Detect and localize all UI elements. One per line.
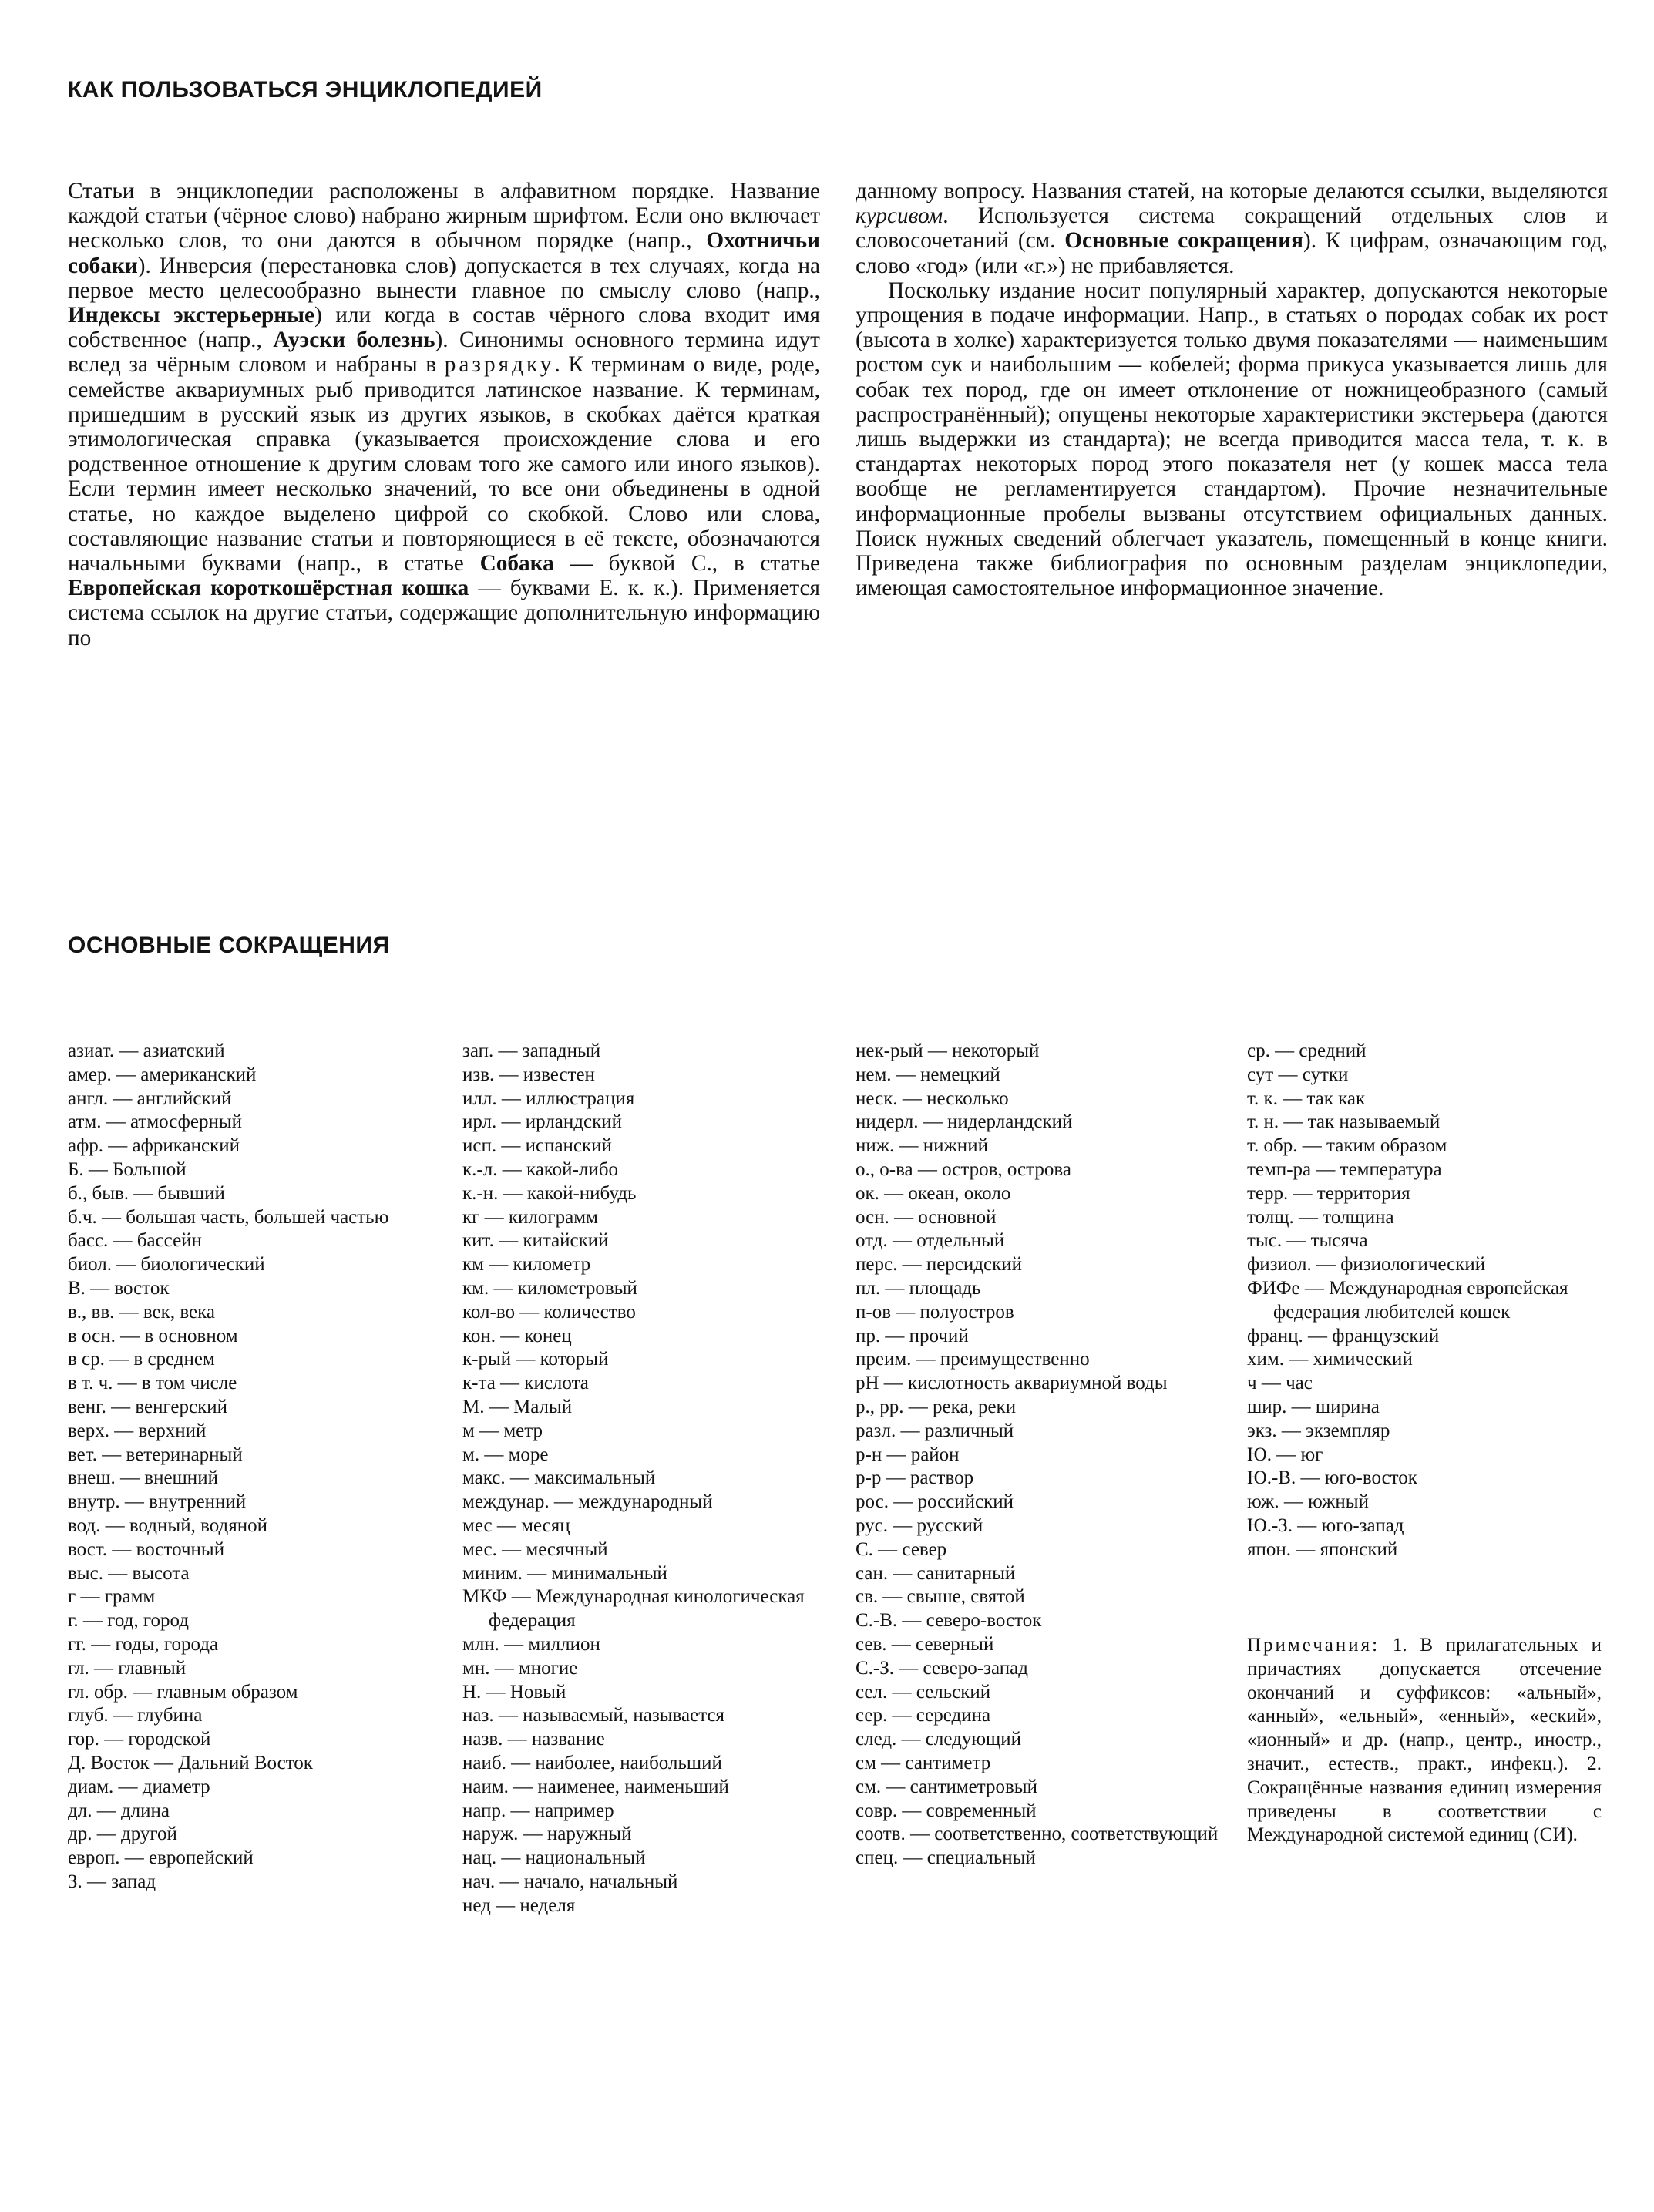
- abbreviation-entry: гл. — главный: [68, 1657, 187, 1679]
- abbreviation-entry: внеш. — внешний: [68, 1467, 218, 1489]
- abbreviation-entry: верх. — верхний: [68, 1420, 207, 1441]
- abbreviation-entry: ср. — средний: [1247, 1040, 1367, 1061]
- abbreviation-entry: С.-В. — северо-восток: [856, 1610, 1042, 1632]
- abbreviation-entry: в т. ч. — в том числе: [68, 1373, 237, 1394]
- abbreviation-entry: м — метр: [462, 1420, 543, 1441]
- abbreviation-entry: б., быв. — бывший: [68, 1182, 225, 1204]
- abbreviation-entry: неск. — несколько: [856, 1088, 1009, 1109]
- abbreviation-entry: наиб. — наиболее, наибольший: [462, 1752, 722, 1773]
- abbreviation-entry: Ю. — юг: [1247, 1444, 1323, 1465]
- intro-text: . К терминам о виде, роде, семействе аквариумных рыб приводится латинское название. К терминам, пришедшим в русский язык из других языков, в скобках даётся краткая этимологическая справка (указывается происхождение слова и его родственное отношение к другим словам того же самого или иного языков). Если термин имеет несколько значений, то все они объединены в одной статье, но каждое выделено цифрой со скобкой. Слово или слова, составляющие название статьи и повторяющиеся в её тексте, обозначаются начальными буквами (напр., в статье: [68, 352, 820, 577]
- intro-text: данному вопросу. Названия статей, на которые делаются ссылки, выделяются: [856, 179, 1608, 203]
- abbreviation-entry: диам. — диаметр: [68, 1776, 210, 1797]
- abbreviation-entry: Ю.-З. — юго-запад: [1247, 1514, 1404, 1536]
- abbreviation-entry: Д. Восток — Дальний Восток: [68, 1752, 313, 1773]
- abbreviation-entry: сут — сутки: [1247, 1064, 1349, 1085]
- abbreviation-entry: нац. — национальный: [462, 1847, 646, 1869]
- abbreviation-entry: амер. — американский: [68, 1064, 257, 1085]
- intro-text: ). Инверсия (перестановка слов) допускается в тех случаях, когда на первое место целесообразно вынести главное по смыслу слово (напр.,: [68, 253, 820, 303]
- bold-term: Основные сокращения: [1064, 228, 1304, 254]
- abbreviation-entry: афр. — африканский: [68, 1135, 240, 1157]
- abbreviation-entry: макс. — максимальный: [462, 1467, 656, 1489]
- intro-text: ). Синонимы основного термина идут вслед за чёрным словом и набраны в: [68, 328, 820, 378]
- abbreviation-entry: соотв. — соответственно, соответствующий: [856, 1824, 1219, 1845]
- abbreviation-entry: нек-рый — некоторый: [856, 1040, 1040, 1061]
- abbreviation-entry: вост. — восточный: [68, 1538, 225, 1560]
- abbreviation-entry: спец. — специальный: [856, 1847, 1036, 1869]
- bold-term: Охотничьи собаки: [68, 228, 820, 278]
- abbreviation-entry: см — сантиметр: [856, 1752, 991, 1773]
- abbreviation-entry: кол-во — количество: [462, 1301, 636, 1323]
- abbreviation-entry: сер. — середина: [856, 1705, 991, 1726]
- abbreviation-entry: зап. — западный: [462, 1040, 601, 1061]
- abbreviation-entry: С. — север: [856, 1538, 947, 1560]
- abbreviation-entry: в осн. — в основном: [68, 1325, 238, 1346]
- abbreviation-entry: совр. — современный: [856, 1800, 1037, 1821]
- abbreviation-entry: исп. — испанский: [462, 1135, 612, 1157]
- bold-term: Индексы экстерьерные: [68, 303, 315, 328]
- abbreviation-entry: гор. — городской: [68, 1729, 211, 1750]
- abbreviation-entry: р-н — район: [856, 1444, 960, 1465]
- abbreviation-entry: глуб. — глубина: [68, 1705, 203, 1726]
- abbreviation-entry: рос. — российский: [856, 1491, 1014, 1513]
- abbreviation-entry: преим. — преимущественно: [856, 1349, 1090, 1370]
- abbreviation-entry: кит. — китайский: [462, 1230, 609, 1252]
- abbreviation-entry: м. — море: [462, 1444, 549, 1465]
- abbreviation-entry: англ. — английский: [68, 1088, 232, 1109]
- abbreviation-entry: ирл. — ирландский: [462, 1111, 622, 1133]
- abbreviation-entry: сан. — санитарный: [856, 1562, 1016, 1584]
- section-title-abbreviations: ОСНОВНЫЕ СОКРАЩЕНИЯ: [68, 933, 390, 958]
- abbreviation-entry: гл. обр. — главным образом: [68, 1681, 298, 1703]
- abbreviation-entry: вод. — водный, водяной: [68, 1514, 267, 1536]
- abbreviation-column-1: [68, 1040, 413, 1894]
- abbreviation-entry: назв. — название: [462, 1729, 605, 1750]
- abbreviation-entry: нидерл. — нидерландский: [856, 1111, 1073, 1133]
- bold-term: Собака: [479, 551, 554, 577]
- abbreviation-entry: т. к. — так как: [1247, 1088, 1366, 1109]
- abbreviation-entry: наруж. — наружный: [462, 1824, 632, 1845]
- abbreviation-entry: см. — сантиметровый: [856, 1776, 1037, 1797]
- abbreviation-entry: к-рый — который: [462, 1349, 609, 1370]
- abbreviation-entry: перс. — персидский: [856, 1254, 1022, 1276]
- intro-column-1: [68, 179, 820, 650]
- abbreviation-entry: экз. — экземпляр: [1247, 1420, 1390, 1441]
- abbreviation-entry: физиол. — физиологический: [1247, 1254, 1486, 1276]
- abbreviation-entry: биол. — биологический: [68, 1254, 265, 1276]
- section-title-how-to-use: КАК ПОЛЬЗОВАТЬСЯ ЭНЦИКЛОПЕДИЕЙ: [68, 77, 543, 103]
- abbreviation-entry: мн. — многие: [462, 1657, 578, 1679]
- abbreviation-entry: кг — килограмм: [462, 1206, 598, 1228]
- abbreviation-entry: тыс. — тысяча: [1247, 1230, 1368, 1252]
- abbreviation-entry: млн. — миллион: [462, 1633, 600, 1655]
- abbreviation-entry: междунар. — международный: [462, 1491, 713, 1513]
- abbreviation-entry: км. — километровый: [462, 1277, 637, 1299]
- abbreviation-entry: км — километр: [462, 1254, 591, 1276]
- abbreviation-entry: хим. — химический: [1247, 1349, 1413, 1370]
- abbreviation-entry: т. обр. — таким образом: [1247, 1135, 1447, 1157]
- abbreviation-entry: М. — Малый: [462, 1396, 573, 1417]
- abbreviation-entry: миним. — минимальный: [462, 1562, 667, 1584]
- abbreviation-entry: пр. — прочий: [856, 1325, 969, 1346]
- abbreviation-entry: азиат. — азиатский: [68, 1040, 225, 1061]
- abbreviation-entry: япон. — японский: [1247, 1538, 1398, 1560]
- abbreviation-entry: г — грамм: [68, 1586, 156, 1608]
- abbreviation-entry: нем. — немецкий: [856, 1064, 1000, 1085]
- abbreviation-column-3: [856, 1040, 1225, 1871]
- abbreviation-entry: ниж. — нижний: [856, 1135, 988, 1157]
- abbreviation-entry: вет. — ветеринарный: [68, 1444, 243, 1465]
- abbreviation-entry: т. н. — так называемый: [1247, 1111, 1441, 1133]
- abbreviation-entry: св. — свыше, святой: [856, 1586, 1025, 1608]
- abbreviation-entry: Н. — Новый: [462, 1681, 566, 1703]
- abbreviation-entry: наз. — называемый, называется: [462, 1705, 725, 1726]
- abbreviation-entry: Ю.-В. — юго-восток: [1247, 1467, 1417, 1489]
- abbreviation-entry: к.-н. — какой-нибудь: [462, 1182, 637, 1204]
- intro-paragraph-2: Поскольку издание носит популярный характер, допускаются некоторые упрощения в подаче информации. Напр., в статьях о породах собак их рост (высота в холке) характеризуется только двумя показателями — наименьшим ростом сук и наибольшим — кобелей; форма прикуса указывается лишь для собак тех пород, где он имеет отклонение от ножницеобразного (самый распространённый); опущены некоторые характеристики экстерьера (даются лишь выдержки из стандарта); не всегда приводится масса тела, т. к. в стандартах некоторых пород этого показателя нет (у кошек масса тела вообще не регламентируется стандартом). Прочие незначительные информационные пробелы вызваны отсутствием официальных данных. Поиск нужных сведений облегчает указатель, помещенный в конце книги. Приведена также библиография по основным разделам энциклопедии, имеющая самостоятельное информационное значение.: [856, 277, 1608, 601]
- intro-paragraph-1: [68, 179, 820, 650]
- abbreviation-entry: pH — кислотность аквариумной воды: [856, 1373, 1168, 1394]
- abbreviation-entry: напр. — например: [462, 1800, 614, 1821]
- abbreviation-entry: внутр. — внутренний: [68, 1491, 247, 1513]
- abbreviation-entry: наим. — наименее, наименьший: [462, 1776, 729, 1797]
- notes-paragraph: [1247, 1634, 1602, 1847]
- abbreviation-entry: терр. — территория: [1247, 1182, 1410, 1204]
- abbreviation-entry: сел. — сельский: [856, 1681, 991, 1703]
- abbreviation-entry: выс. — высота: [68, 1562, 190, 1584]
- abbreviation-entry: кон. — конец: [462, 1325, 572, 1346]
- abbreviation-entry: рус. — русский: [856, 1514, 983, 1536]
- abbreviation-entry: отд. — отдельный: [856, 1230, 1005, 1252]
- abbreviation-entry: сев. — северный: [856, 1633, 994, 1655]
- abbreviation-entry: нед — неделя: [462, 1894, 576, 1916]
- abbreviation-entry: венг. — венгерский: [68, 1396, 227, 1417]
- abbreviation-entry: европ. — европейский: [68, 1847, 254, 1869]
- intro-text: — буквой С., в статье: [553, 551, 821, 577]
- abbreviation-entry: илл. — иллюстрация: [462, 1088, 635, 1109]
- abbreviation-entry: разл. — различный: [856, 1420, 1014, 1441]
- abbreviation-entry: дл. — длина: [68, 1800, 170, 1821]
- abbreviation-entry: в ср. — в среднем: [68, 1349, 215, 1370]
- abbreviation-column-4: [1247, 1040, 1605, 1562]
- abbreviation-entry: др. — другой: [68, 1824, 177, 1845]
- abbreviation-entry: о., о-ва — остров, острова: [856, 1158, 1071, 1180]
- abbreviation-entry: МКФ — Международная кинологическая федерация: [462, 1586, 805, 1632]
- intro-column-2: [856, 179, 1608, 600]
- intro-text: ) или когда в состав чёрного слова входит имя собственное (напр.,: [68, 303, 820, 353]
- intro-text: ). К цифрам, означающим год, слово «год» (или «г.») не прибавляется.: [856, 228, 1608, 278]
- abbreviation-entry: г. — год, город: [68, 1610, 189, 1632]
- intro-text: Статьи в энциклопедии расположены в алфавитном порядке. Название каждой статьи (чёрное слово) набрано жирным шрифтом. Если оно включает несколько слов, то они даются в обычном порядке (напр.,: [68, 179, 820, 254]
- abbreviation-entry: к.-л. — какой-либо: [462, 1158, 618, 1180]
- abbreviation-entry: в., вв. — век, века: [68, 1301, 215, 1323]
- abbreviation-entry: п-ов — полуостров: [856, 1301, 1014, 1323]
- intro-text: . Используется система сокращений отдельных слов и словосочетаний (см.: [856, 203, 1608, 254]
- abbreviation-entry: темп-ра — температура: [1247, 1158, 1442, 1180]
- abbreviation-entry: толщ. — толщина: [1247, 1206, 1394, 1228]
- intro-text: — буквами Е. к. к.). Применяется система ссылок на другие статьи, содержащие дополнительную информацию по: [68, 576, 820, 650]
- notes-label: Примечания:: [1247, 1635, 1380, 1656]
- abbreviation-entry: к-та — кислота: [462, 1373, 589, 1394]
- abbreviation-entry: мес — месяц: [462, 1514, 570, 1536]
- abbreviation-entry: шир. — ширина: [1247, 1396, 1380, 1417]
- abbreviation-entry: З. — запад: [68, 1871, 156, 1892]
- abbreviation-entry: б.ч. — большая часть, большей частью: [68, 1206, 389, 1228]
- abbreviation-entry: Б. — Большой: [68, 1158, 187, 1180]
- abbreviation-entry: пл. — площадь: [856, 1277, 981, 1299]
- abbreviation-entry: ФИФе — Международная европейская федерация любителей кошек: [1247, 1277, 1568, 1323]
- abbreviation-entry: басс. — бассейн: [68, 1230, 202, 1252]
- bold-term: Ауэски болезнь: [273, 328, 435, 353]
- abbreviation-entry: С.-З. — северо-запад: [856, 1657, 1028, 1679]
- abbreviation-entry: р., рр. — река, реки: [856, 1396, 1017, 1417]
- italic-term: курсивом: [856, 203, 943, 229]
- spaced-word: разрядку: [444, 352, 555, 378]
- abbreviation-entry: франц. — французский: [1247, 1325, 1440, 1346]
- abbreviation-entry: осн. — основной: [856, 1206, 997, 1228]
- bold-term: Европейская короткошёрстная кошка: [68, 576, 469, 601]
- abbreviation-entry: ок. — океан, около: [856, 1182, 1011, 1204]
- abbreviation-column-2: [462, 1040, 832, 1918]
- intro-paragraph-1-continued: [856, 179, 1608, 278]
- abbreviation-entry: мес. — месячный: [462, 1538, 608, 1560]
- abbreviation-entry: нач. — начало, начальный: [462, 1871, 678, 1892]
- abbreviation-entry: изв. — известен: [462, 1064, 595, 1085]
- abbreviation-entry: юж. — южный: [1247, 1491, 1369, 1513]
- abbreviation-entry: атм. — атмосферный: [68, 1111, 243, 1133]
- abbreviation-entry: ч — час: [1247, 1373, 1313, 1394]
- abbreviation-entry: след. — следующий: [856, 1729, 1022, 1750]
- abbreviation-entry: В. — восток: [68, 1277, 170, 1299]
- notes-text: 1. В прилагательных и причастиях допускается отсечение окончаний и суффиксов: «альный», «анный», «ельный», «енный», «еский», «ионный» и др. (напр., центр., иностр., значит., естеств., практ., инфекц.). 2. Сокращённые названия единиц измерения приведены в соответствии с Международной системой единиц (СИ).: [1247, 1635, 1602, 1846]
- abbreviation-entry: р-р — раствор: [856, 1467, 974, 1489]
- abbreviation-entry: гг. — годы, города: [68, 1633, 219, 1655]
